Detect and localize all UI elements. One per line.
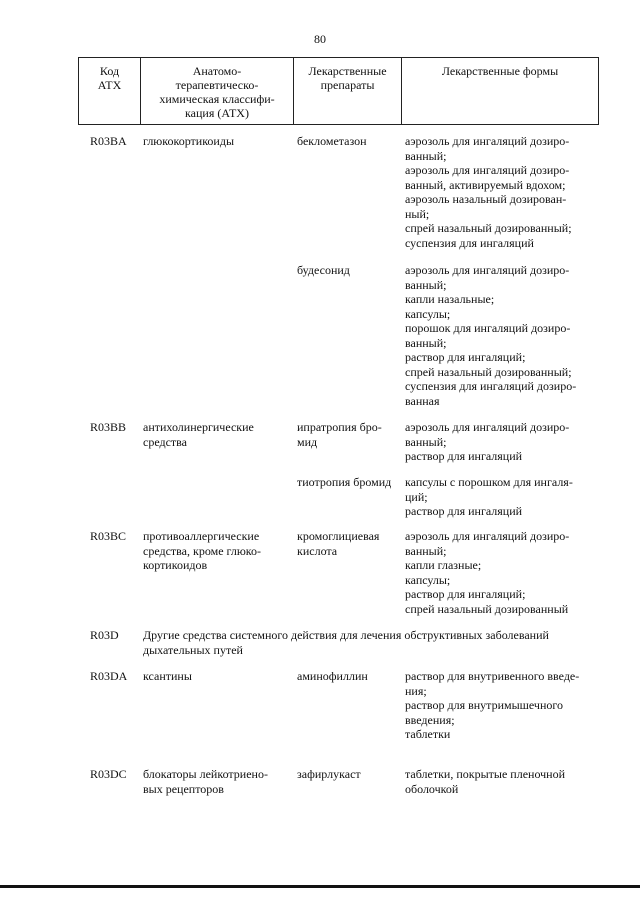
drug-name: будесонид <box>297 263 350 277</box>
footer-rule <box>0 885 640 888</box>
header-code: Код АТХ <box>79 58 141 124</box>
header-forms: Лекарственные формы <box>441 64 559 78</box>
atx-code: R03DA <box>90 669 128 683</box>
page-number: 80 <box>314 32 326 46</box>
drug-forms: аэрозоль для ингаляций дозиро- ванный; капли глазные; капсулы; раствор для ингаляций; спрей назальный дозированный <box>405 529 570 616</box>
header-drugs: Лекарственные препараты <box>294 58 402 124</box>
drug-name: беклометазон <box>297 134 367 148</box>
atx-group-title: Другие средства системного действия для лечения обструктивных заболеваний дыхательных путей <box>143 628 549 657</box>
drug-forms: капсулы с порошком для ингаля- ций; раствор для ингаляций <box>405 475 573 518</box>
atx-code: R03BC <box>90 529 127 543</box>
atx-code: R03DC <box>90 767 127 781</box>
drug-name: кромоглициевая кислота <box>297 529 380 558</box>
atx-classification: противоаллергические средства, кроме глюко- кортикоидов <box>143 529 262 572</box>
drug-name: зафирлукаст <box>297 767 361 781</box>
atx-classification: ксантины <box>143 669 192 683</box>
drug-forms: аэрозоль для ингаляций дозиро- ванный; капли назальные; капсулы; порошок для ингаляций дозиро- ванный; раствор для ингаляций; спрей назальный дозированный; суспензия для ингаляций дозиро- ванная <box>405 263 577 408</box>
drug-name: ипратропия бро- мид <box>297 420 382 449</box>
drug-forms: аэрозоль для ингаляций дозиро- ванный; аэрозоль для ингаляций дозиро- ванный, активируемый вдохом; аэрозоль назальный дозирован- ный; спрей назальный дозированный; суспензия для ингаляций <box>405 134 572 250</box>
atx-code: R03BB <box>90 420 127 434</box>
drug-name: тиотропия бромид <box>297 475 392 489</box>
drug-forms: аэрозоль для ингаляций дозиро- ванный; раствор для ингаляций <box>405 420 570 463</box>
drug-forms: раствор для внутривенного введе- ния; раствор для внутримышечного введения; таблетки <box>405 669 580 741</box>
drug-name: аминофиллин <box>297 669 368 683</box>
drug-forms: таблетки, покрытые пленочной оболочкой <box>405 767 566 796</box>
atx-code: R03BA <box>90 134 127 148</box>
table-header <box>78 57 599 125</box>
atx-classification: глюкокортикоиды <box>143 134 235 148</box>
header-classification: Анатомо- терапевтическо- химическая классифи- кация (АТХ) <box>141 58 294 124</box>
atx-classification: антихолинергические средства <box>143 420 254 449</box>
atx-code: R03D <box>90 628 119 642</box>
atx-classification: блокаторы лейкотриено- вых рецепторов <box>143 767 268 796</box>
